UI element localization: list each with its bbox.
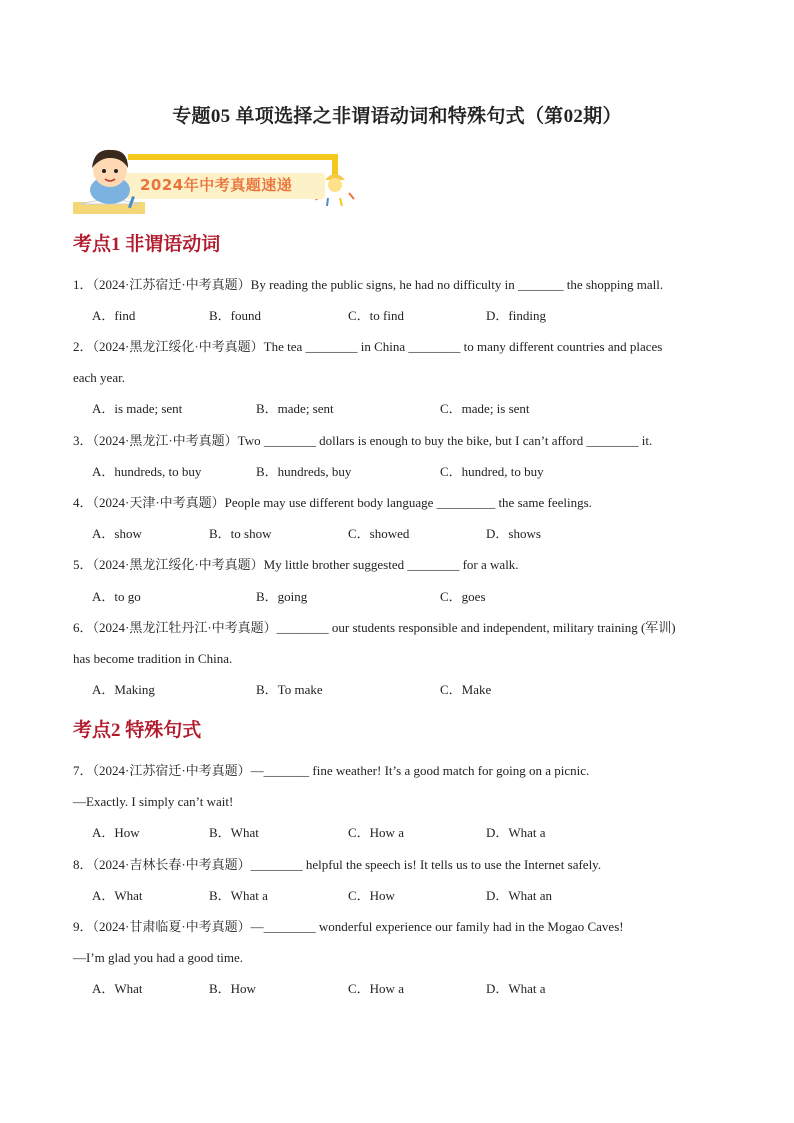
option-a: A．is made; sent bbox=[92, 401, 183, 416]
banner-top-bar bbox=[128, 154, 338, 160]
option-a: A．What bbox=[92, 981, 143, 996]
option-d: D．shows bbox=[486, 526, 541, 541]
option-c: C．to find bbox=[348, 308, 404, 323]
page-title: 专题05 单项选择之非谓语动词和特殊句式（第02期） bbox=[172, 106, 622, 127]
option-a: A．to go bbox=[92, 589, 141, 604]
option-c: C．made; is sent bbox=[440, 401, 530, 416]
question-2: 2．（2024·黑龙江绥化·中考真题）The tea ________ in China ________ to many different countries and places bbox=[73, 339, 663, 354]
option-b: B．to show bbox=[209, 526, 272, 541]
option-b: B．hundreds, buy bbox=[256, 464, 352, 479]
question-7: 7．（2024·江苏宿迁·中考真题）—_______ fine weather! It’s a good match for going on a picnic. bbox=[73, 763, 590, 778]
question-3-options bbox=[92, 463, 752, 481]
option-a: A．show bbox=[92, 526, 142, 541]
section-heading-nonfinite-verbs: 考点1 非谓语动词 bbox=[73, 234, 221, 255]
option-b: B．What a bbox=[209, 888, 268, 903]
question-5: 5．（2024·黑龙江绥化·中考真题）My little brother suggested ________ for a walk. bbox=[73, 557, 519, 572]
question-1-options bbox=[92, 307, 752, 325]
option-c: C．goes bbox=[440, 589, 486, 604]
question-5-options bbox=[92, 588, 752, 606]
option-c: C．showed bbox=[348, 526, 410, 541]
option-d: D．What a bbox=[486, 825, 546, 840]
question-6-continued: has become tradition in China. bbox=[73, 651, 233, 666]
question-7-continued: —Exactly. I simply can’t wait! bbox=[73, 794, 234, 809]
option-d: D．finding bbox=[486, 308, 546, 323]
option-b: B．made; sent bbox=[256, 401, 334, 416]
option-b: B．What bbox=[209, 825, 259, 840]
option-d: D．What an bbox=[486, 888, 553, 903]
option-a: A．What bbox=[92, 888, 143, 903]
question-1: 1．（2024·江苏宿迁·中考真题）By reading the public signs, he had no difficulty in _______ the shopping mall. bbox=[73, 277, 664, 292]
option-a: A．How bbox=[92, 825, 140, 840]
option-c: C．How a bbox=[348, 981, 404, 996]
banner-text: 2024年中考真题速递 bbox=[140, 176, 293, 194]
question-2-options bbox=[92, 400, 752, 418]
question-3: 3．（2024·黑龙江·中考真题）Two ________ dollars is enough to buy the bike, but I can’t afford ________ it. bbox=[73, 433, 653, 448]
question-8: 8．（2024·吉林长春·中考真题）________ helpful the speech is! It tells us to use the Internet safely. bbox=[73, 857, 602, 872]
question-2-continued: each year. bbox=[73, 370, 125, 385]
option-a: A．Making bbox=[92, 682, 155, 697]
section-heading-special-sentences: 考点2 特殊句式 bbox=[73, 720, 202, 741]
question-9-continued: —I’m glad you had a good time. bbox=[73, 950, 244, 965]
question-8-options bbox=[92, 887, 752, 905]
option-a: A．find bbox=[92, 308, 136, 323]
option-d: D．What a bbox=[486, 981, 546, 996]
option-c: C．How bbox=[348, 888, 395, 903]
question-4-options bbox=[92, 525, 752, 543]
option-b: B．found bbox=[209, 308, 262, 323]
question-4: 4．（2024·天津·中考真题）People may use different body language _________ the same feelings. bbox=[73, 495, 592, 510]
option-c: C．How a bbox=[348, 825, 404, 840]
option-c: C．Make bbox=[440, 682, 492, 697]
option-b: B．going bbox=[256, 589, 308, 604]
question-7-options bbox=[92, 824, 752, 842]
option-b: B．How bbox=[209, 981, 256, 996]
option-b: B．To make bbox=[256, 682, 323, 697]
option-a: A．hundreds, to buy bbox=[92, 464, 202, 479]
question-9: 9．（2024·甘肃临夏·中考真题）—________ wonderful experience our family had in the Mogao Caves! bbox=[73, 919, 624, 934]
question-9-options bbox=[92, 980, 752, 998]
option-c: C．hundred, to buy bbox=[440, 464, 544, 479]
question-6-options bbox=[92, 681, 752, 699]
question-6: 6．（2024·黑龙江牡丹江·中考真题）________ our students responsible and independent, military training (军训) bbox=[73, 620, 676, 635]
